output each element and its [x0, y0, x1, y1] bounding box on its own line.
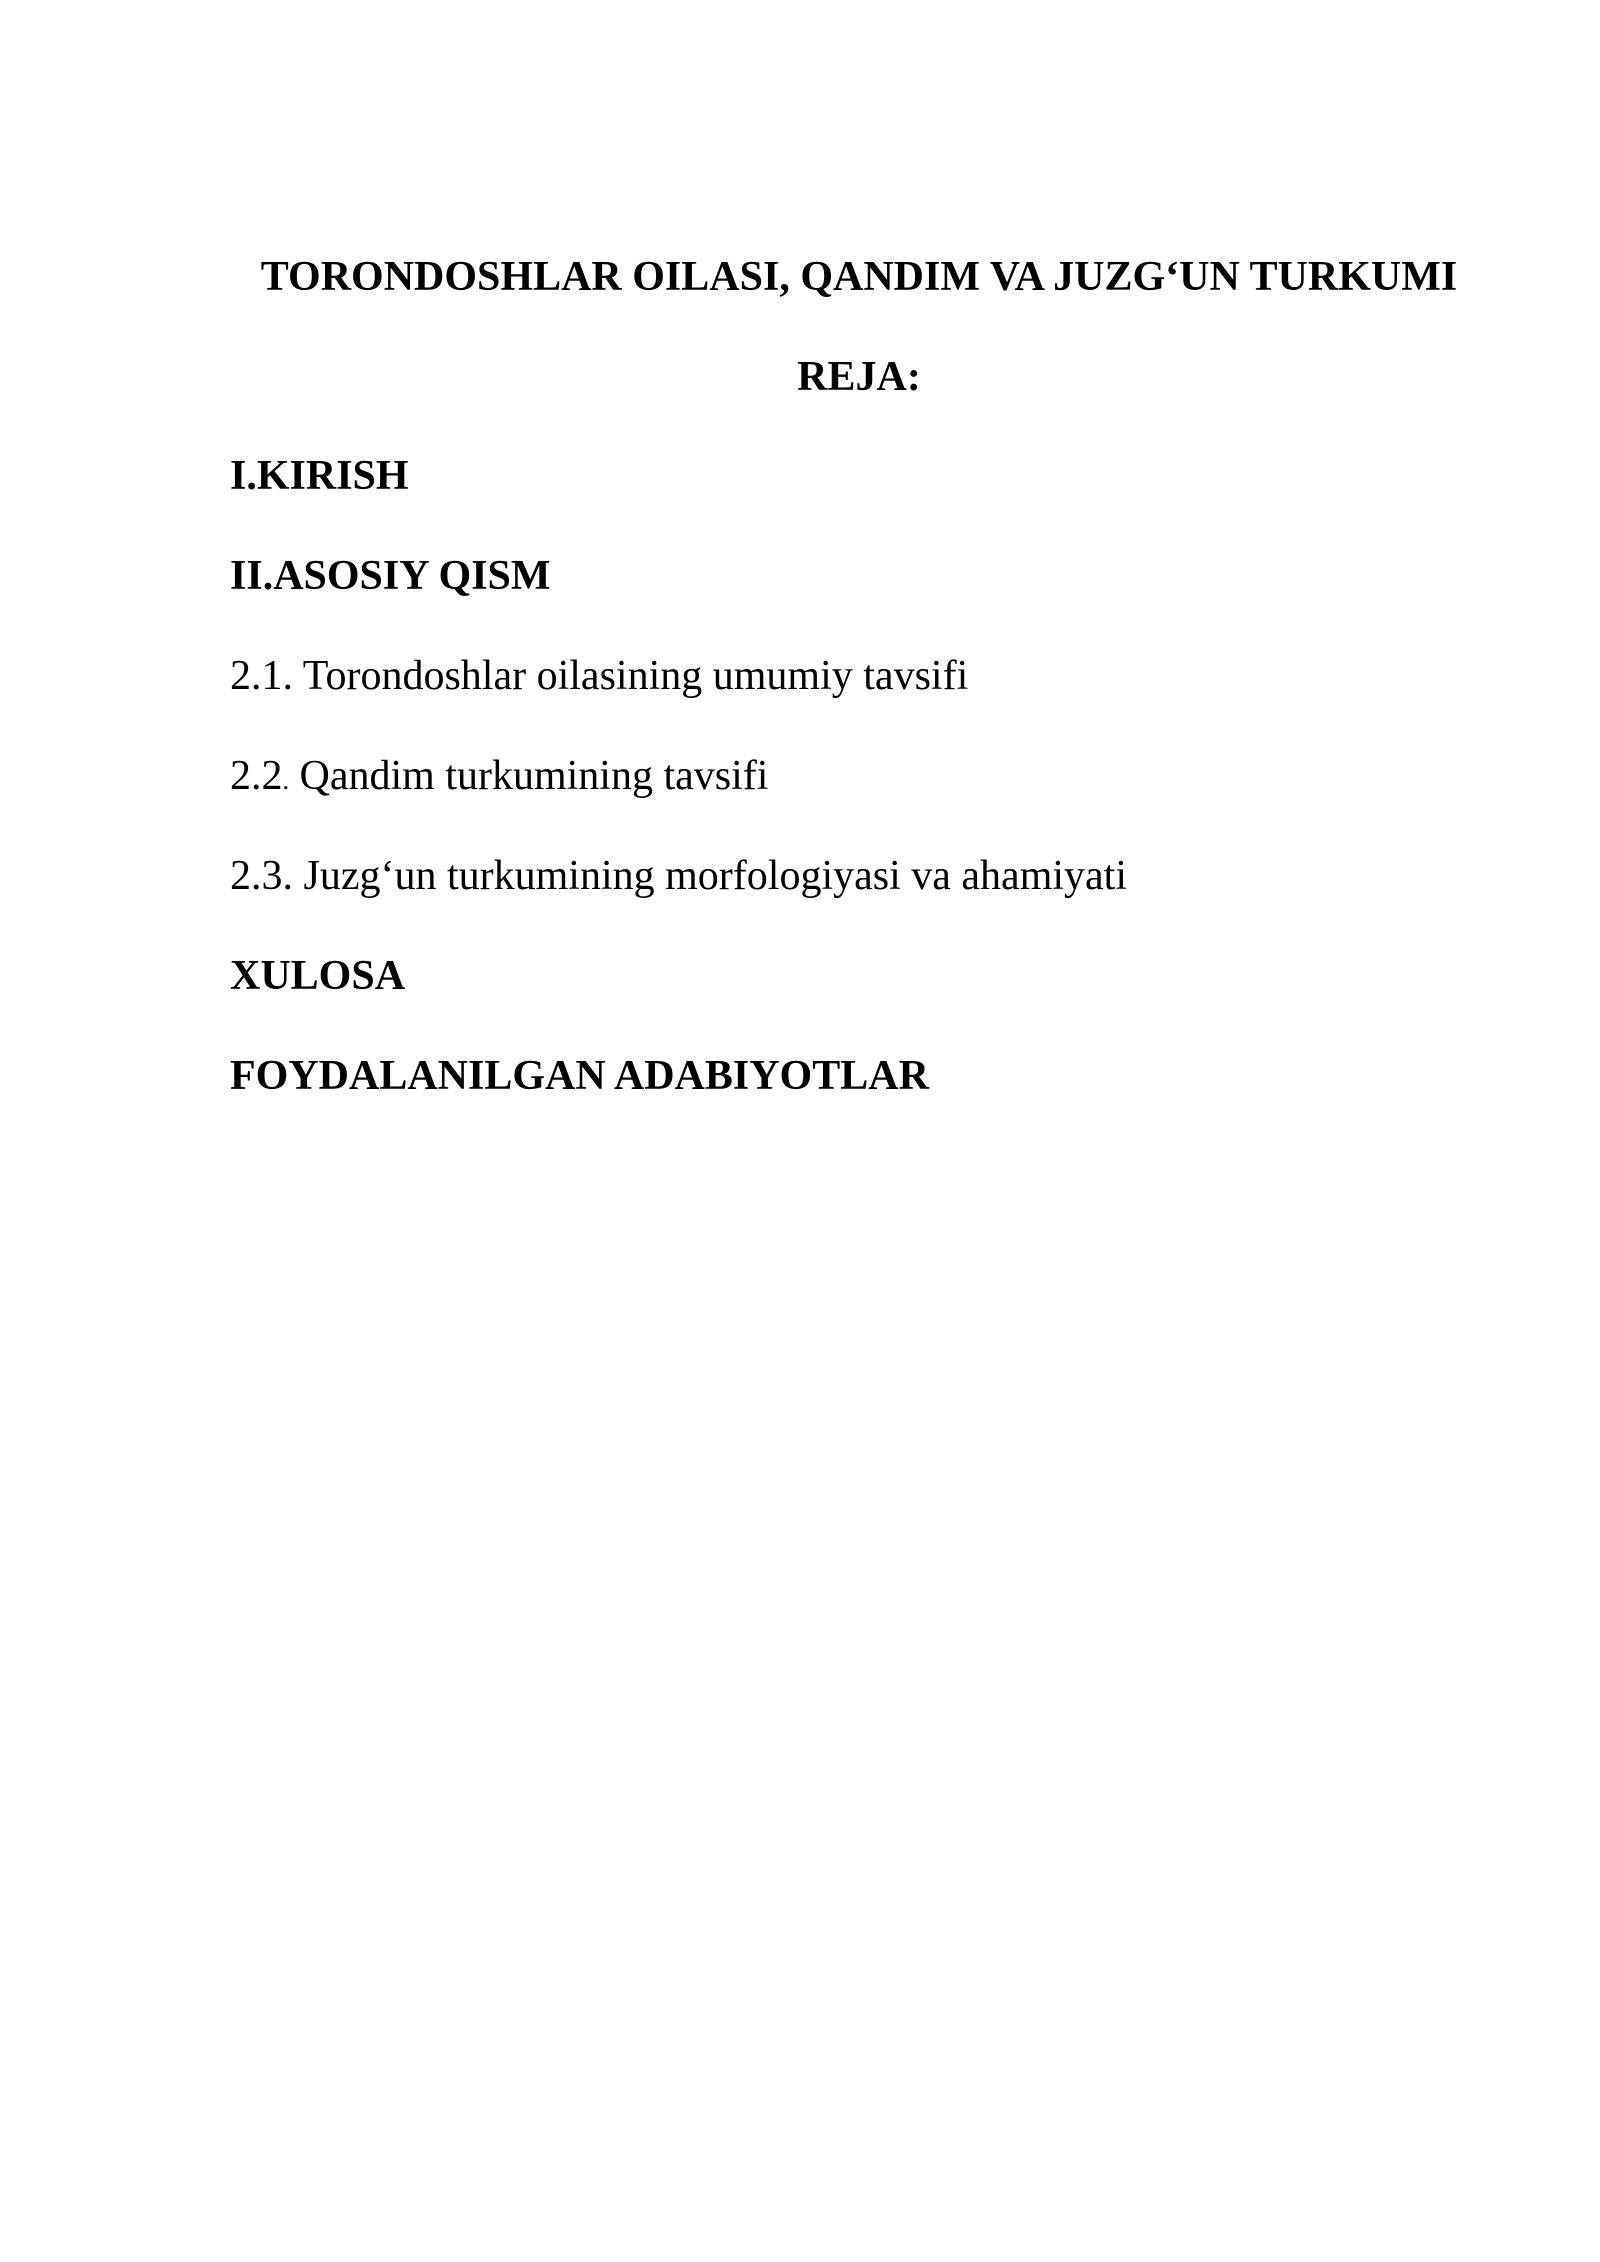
- plan-subitem-2-3: 2.3. Juzg‘un turkumining morfologiyasi va ahamiyati: [230, 853, 1128, 899]
- plan-heading: REJA:: [797, 354, 921, 400]
- plan-item-introduction: I.KIRISH: [230, 453, 409, 499]
- plan-item-references: FOYDALANILGAN ADABIYOTLAR: [230, 1053, 929, 1099]
- plan-item-main-part: II.ASOSIY QISM: [230, 553, 551, 599]
- plan-subitem-2-2: [230, 755, 768, 797]
- plan-item-conclusion: XULOSA: [230, 953, 406, 999]
- plan-subitem-2-2-number: 2.2: [230, 753, 283, 799]
- document-title: TORONDOSHLAR OILASI, QANDIM VA JUZG‘UN TURKUMI: [260, 254, 1458, 300]
- plan-subitem-2-2-text: Qandim turkumining tavsifi: [289, 753, 769, 799]
- plan-subitem-2-1: 2.1. Torondoshlar oilasining umumiy tavsifi: [230, 653, 969, 699]
- plan-subitem-2-2-dot: .: [282, 766, 289, 795]
